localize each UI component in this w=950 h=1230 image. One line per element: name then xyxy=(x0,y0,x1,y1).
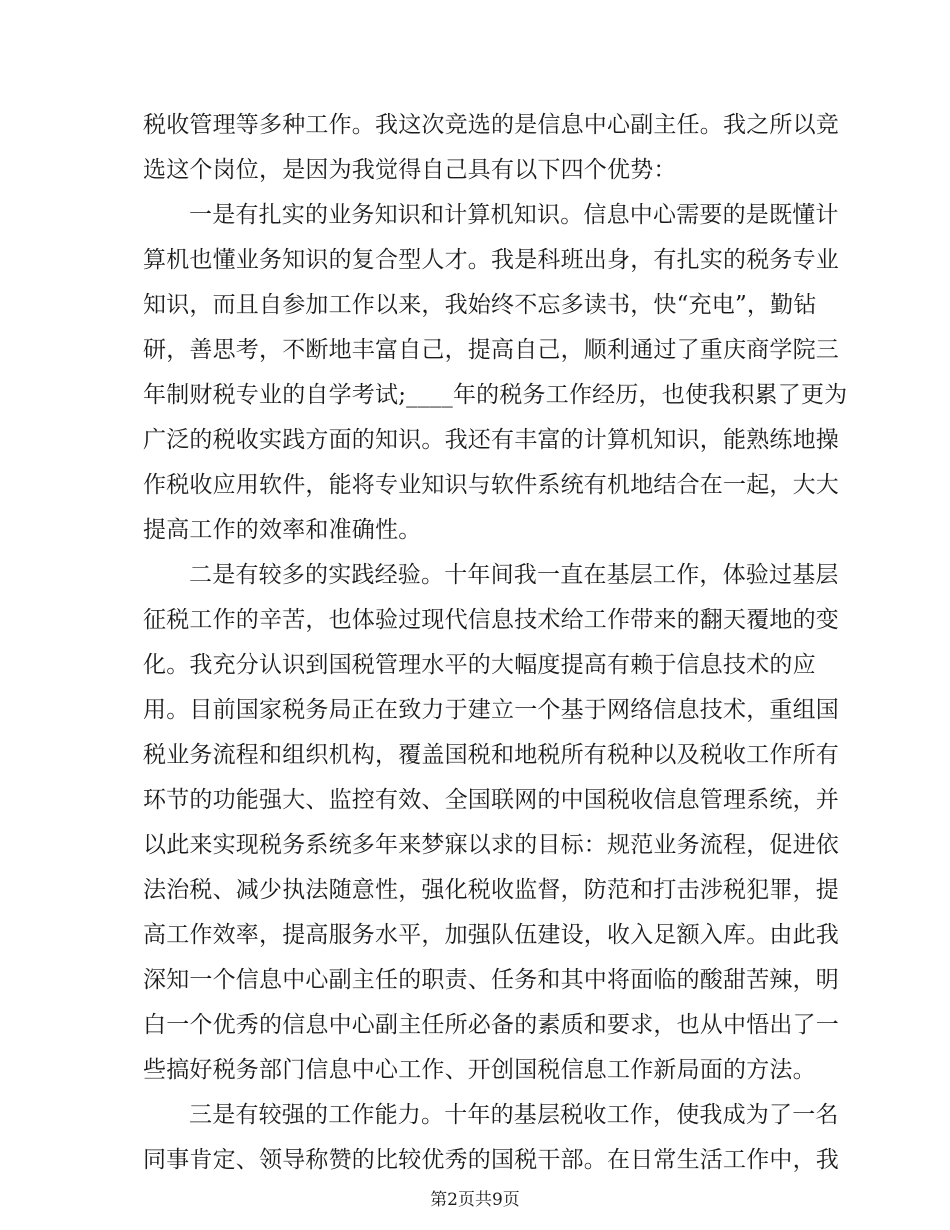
paragraph-1-first-line: 一是有扎实的业务知识和计算机知识。信息中心需要的是既懂计 xyxy=(189,202,839,228)
text-line: 广泛的税收实践方面的知识。我还有丰富的计算机知识，能熟练地操 xyxy=(143,427,839,453)
text-line: 知识，而且自参加工作以来，我始终不忘多读书，快“充电”，勤钻 xyxy=(143,292,817,318)
text-line: 白一个优秀的信息中心副主任所必备的素质和要求，也从中悟出了一 xyxy=(143,1012,839,1038)
text-line: 提高工作的效率和准确性。 xyxy=(143,517,422,543)
text-line: 征税工作的辛苦，也体验过现代信息技术给工作带来的翻天覆地的变 xyxy=(143,607,839,633)
text-line: 税业务流程和组织机构，覆盖国税和地税所有税种以及税收工作所有 xyxy=(143,742,839,768)
text-line: 研，善思考，不断地丰富自己，提高自己，顺利通过了重庆商学院三 xyxy=(143,337,839,363)
text-line: 环节的功能强大、监控有效、全国联网的中国税收信息管理系统，并 xyxy=(143,787,839,813)
text-line: 高工作效率，提高服务水平，加强队伍建设，收入足额入库。由此我 xyxy=(143,922,839,948)
text-line: 化。我充分认识到国税管理水平的大幅度提高有赖于信息技术的应 xyxy=(143,652,816,678)
text-line: 些搞好税务部门信息中心工作、开创国税信息工作新局面的方法。 xyxy=(143,1057,816,1083)
paragraph-3-first-line: 三是有较强的工作能力。十年的基层税收工作，使我成为了一名 xyxy=(189,1102,839,1128)
text-line: 深知一个信息中心副主任的职责、任务和其中将面临的酸甜苦辣，明 xyxy=(143,967,839,993)
text-line: 用。目前国家税务局正在致力于建立一个基于网络信息技术，重组国 xyxy=(143,697,839,723)
text-line: 算机也懂业务知识的复合型人才。我是科班出身，有扎实的税务专业 xyxy=(143,247,839,273)
text-line: 税收管理等多种工作。我这次竞选的是信息中心副主任。我之所以竞 xyxy=(143,112,839,138)
page-number: 第2页共9页 xyxy=(430,1190,520,1210)
paragraph-2-first-line: 二是有较多的实践经验。十年间我一直在基层工作，体验过基层 xyxy=(189,562,839,588)
text-line: 作税收应用软件，能将专业知识与软件系统有机地结合在一起，大大 xyxy=(143,472,839,498)
text-line: 以此来实现税务系统多年来梦寐以求的目标：规范业务流程，促进依 xyxy=(143,832,839,858)
text-line: 法治税、减少执法随意性，强化税收监督，防范和打击涉税犯罪，提 xyxy=(143,877,839,903)
text-line: 年制财税专业的自学考试;____年的税务工作经历，也使我积累了更为 xyxy=(143,382,848,408)
text-line: 同事肯定、领导称赞的比较优秀的国税干部。在日常生活工作中，我 xyxy=(143,1147,839,1173)
text-line: 选这个岗位，是因为我觉得自己具有以下四个优势： xyxy=(143,157,677,183)
